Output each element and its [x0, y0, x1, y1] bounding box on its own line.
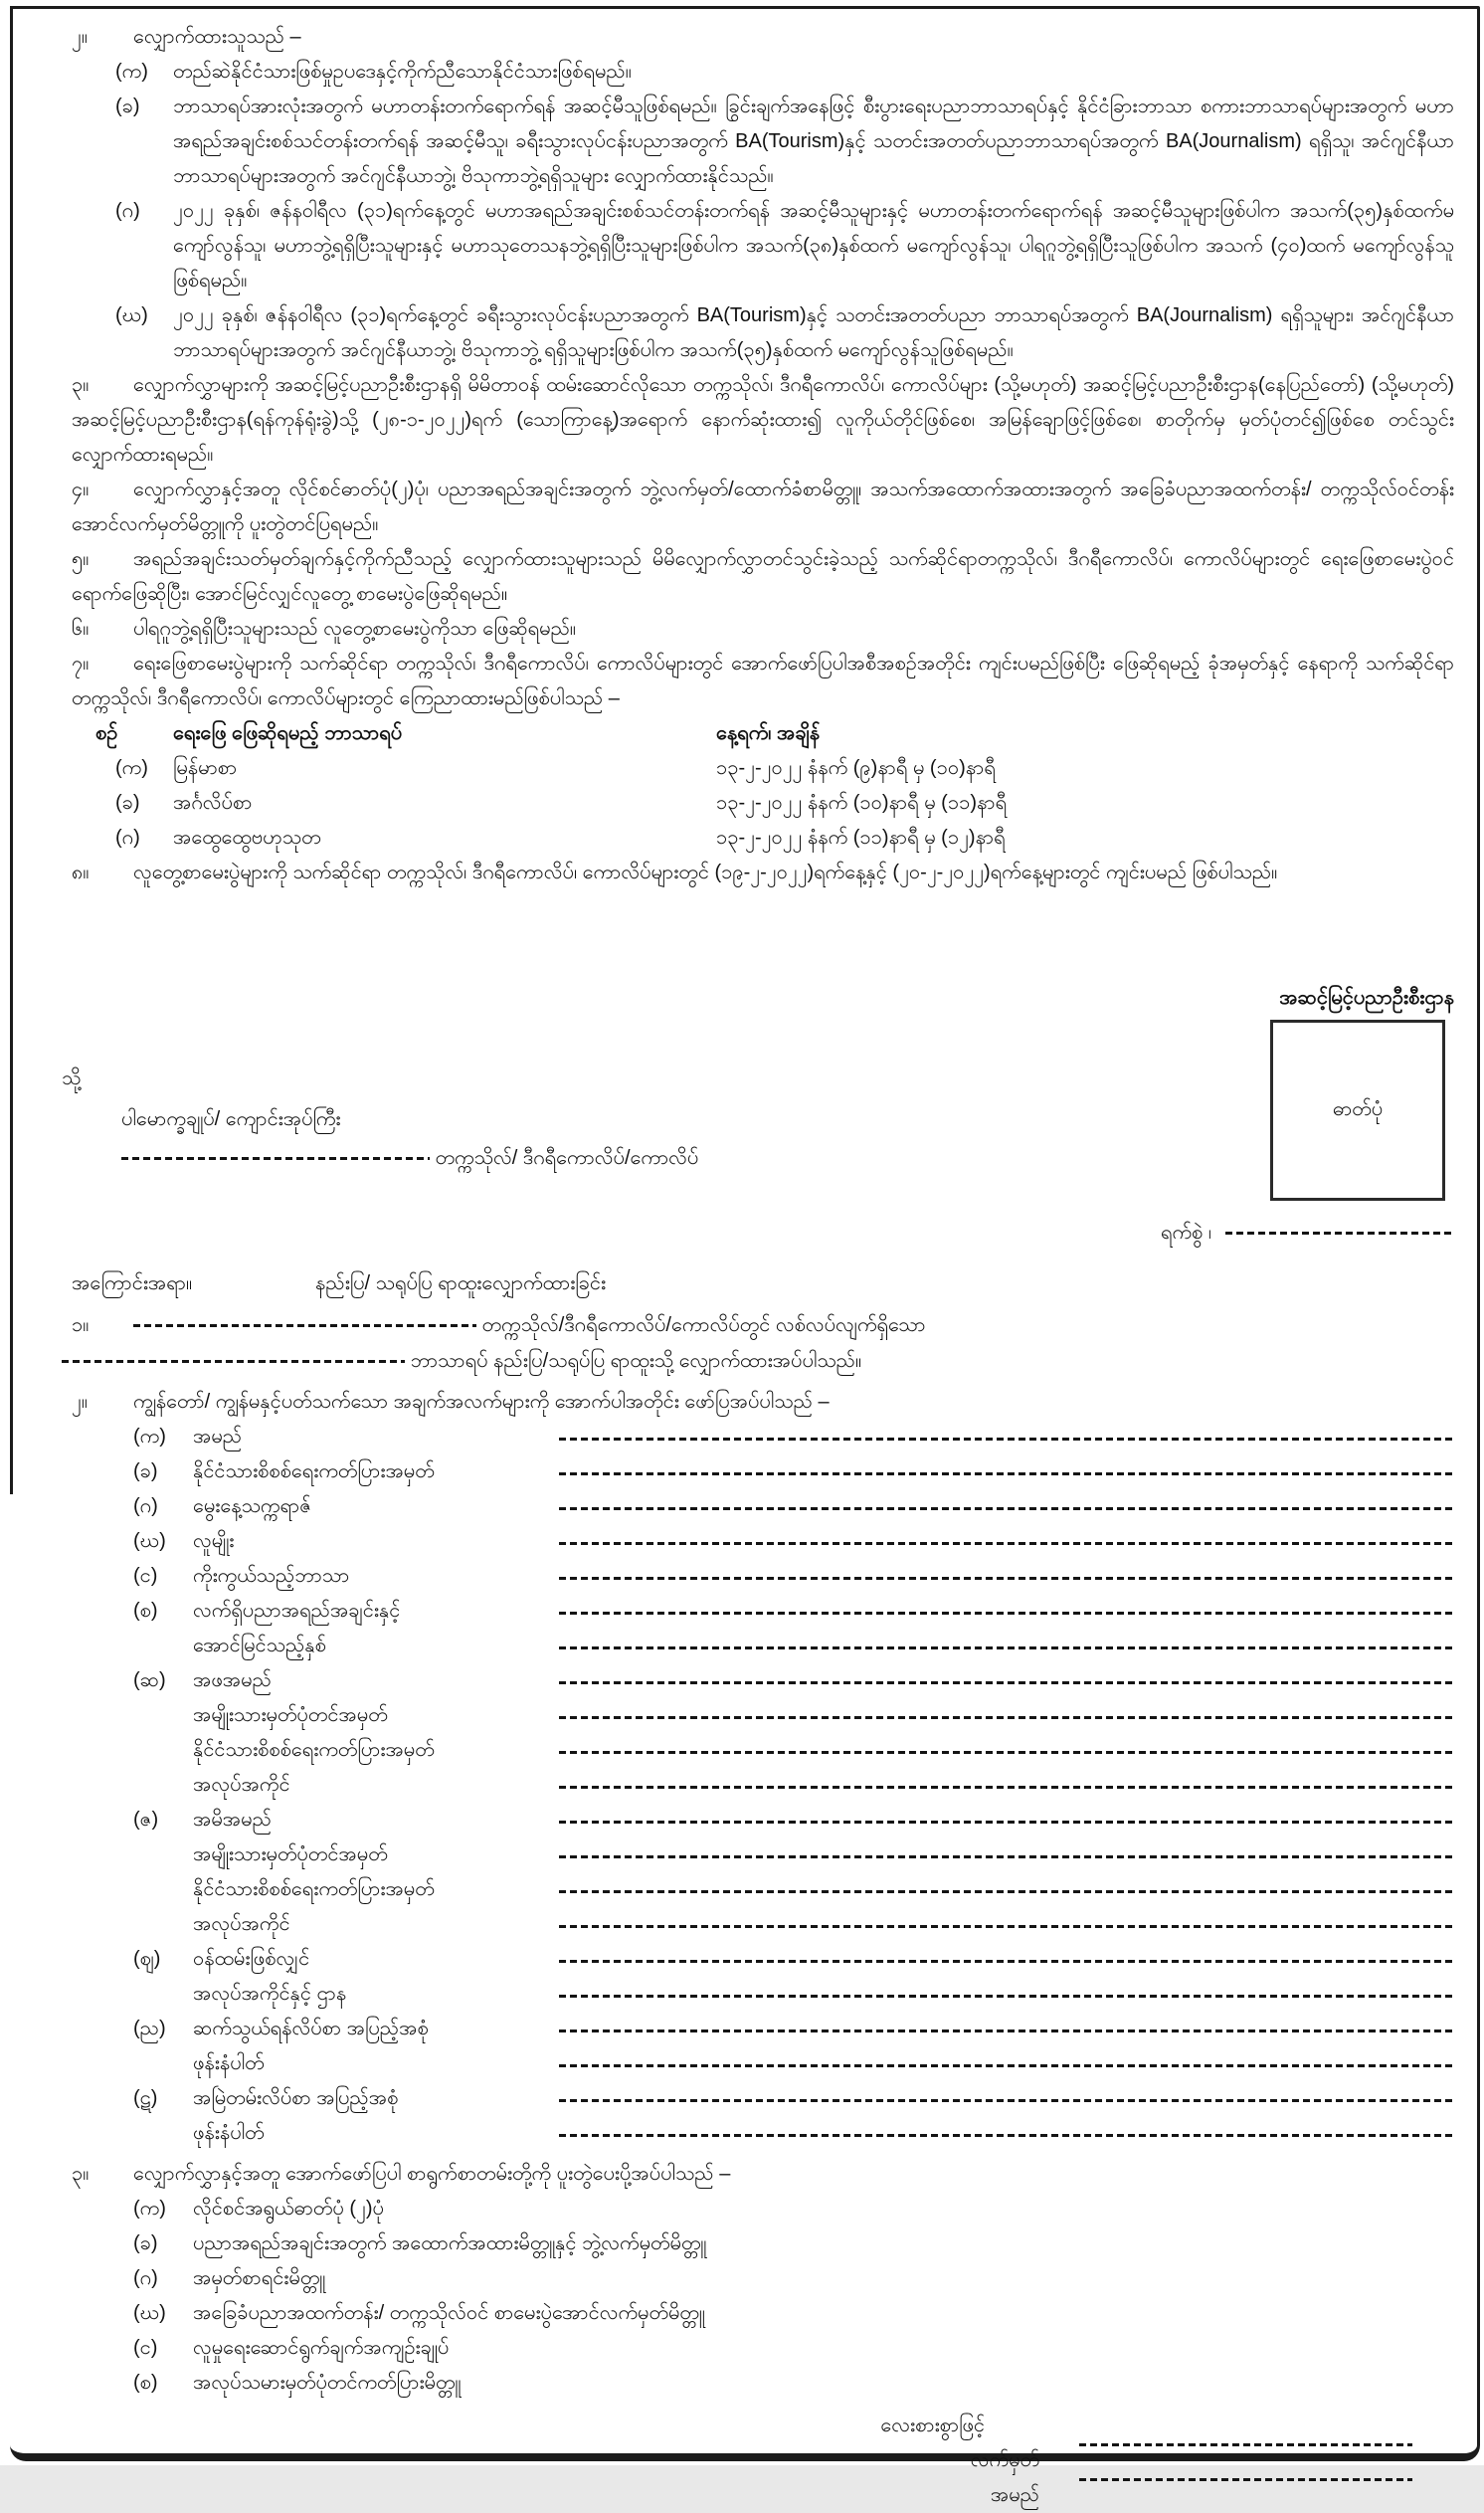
numbered-paragraph [72, 368, 1454, 473]
blank-fill-line [559, 1751, 1454, 1754]
paragraph-text: ရေးဖြေစာမေးပွဲများကို သက်ဆိုင်ရာ တက္ကသိုလ်၊ ဒီဂရီကောလိပ်၊ ကောလိပ်များတွင် အောက်ဖော်ပြပါအစီအစဉ်အတိုင်း ကျင်းပမည်ဖြစ်ပြီး ဖြေဆိုရမည့် ခုံအမှတ်နှင့် နေရာကို သက်ဆိုင်ရာတက္ကသိုလ်၊ ဒီဂရီကောလိပ်၊ ကောလိပ်များတွင် ကြေညာထားမည်ဖြစ်ပါသည် – [72, 653, 1454, 709]
table-row [95, 821, 1454, 856]
attachment-item [72, 2296, 1454, 2331]
form-field-row [72, 2116, 1454, 2151]
item-text: အခြေခံပညာအထက်တန်း/ တက္ကသိုလ်ဝင် စာမေးပွဲအောင်လက်မှတ်မိတ္တူ [193, 2302, 705, 2324]
form-field-row [72, 2046, 1454, 2081]
item-text: လိုင်စင်အရွယ်ဓာတ်ပုံ (၂)ပုံ [193, 2198, 384, 2220]
eligibility-clauses [72, 55, 1454, 368]
clause-item [72, 55, 1454, 90]
address-recipient: ပါမောက္ခချုပ်/ ကျောင်းအုပ်ကြီး [121, 1108, 341, 1130]
blank-fill-line [559, 2134, 1454, 2137]
paragraph-number: ၃။ [72, 2163, 90, 2185]
field-label: (ည) [133, 2018, 166, 2039]
column-header-no: စဉ် [95, 722, 118, 744]
paragraph-number: ၃။ [72, 374, 90, 396]
paragraph-number: ၇။ [72, 653, 90, 675]
field-name: လက်ရှိပညာအရည်အချင်းနှင့် [193, 1600, 401, 1622]
field-name: ဖုန်းနံပါတ် [193, 2122, 265, 2144]
item-text: လူမှုရေးဆောင်ရွက်ချက်အကျဉ်းချုပ် [193, 2337, 450, 2359]
blank-fill-line [559, 1507, 1454, 1510]
application-paragraph-2 [72, 1385, 1454, 1420]
field-name: နိုင်ငံသားစိစစ်ရေးကတ်ပြားအမှတ် [193, 1739, 435, 1761]
blank-fill-line [559, 1995, 1454, 1998]
name-label: အမည် [990, 2484, 1039, 2506]
numbered-paragraph [72, 612, 1454, 647]
row-subject: အင်္ဂလိပ်စာ [173, 792, 253, 814]
table-row [95, 751, 1454, 786]
application-paragraph-1-line-2 [62, 1343, 1454, 1379]
attachment-item [72, 2261, 1454, 2296]
row-label: (က) [115, 757, 148, 779]
field-label [133, 1698, 193, 1733]
paragraph-text: လျှောက်လွှာနှင့်အတူ အောက်ဖော်ပြပါ စာရွက်စာတမ်းတို့ကို ပူးတွဲပေးပို့အပ်ပါသည် – [133, 2163, 731, 2185]
row-datetime: ၁၃-၂-၂၀၂၂ နံနက် (၉)နာရီ မှ (၁၀)နာရီ [716, 757, 996, 779]
document-content [62, 20, 1454, 2513]
paragraph-text: အရည်အချင်းသတ်မှတ်ချက်နှင့်ကိုက်ညီသည့် လျှောက်ထားသူများသည် မိမိလျှောက်လွှာတင်သွင်းခဲ့သည့် သက်ဆိုင်ရာတက္ကသိုလ်၊ ဒီဂရီကောလိပ်၊ ကောလိပ်များတွင် ရေးဖြေစာမေးပွဲဝင်ရောက်ဖြေဆိုပြီး၊ အောင်မြင်လျှင်လူတွေ့ စာမေးပွဲဖြေဆိုရမည်။ [72, 548, 1454, 605]
field-label: (ခ) [133, 1460, 158, 1482]
date-label: ရက်စွဲ ၊ [1160, 1222, 1211, 1244]
row-label: (ဂ) [115, 827, 140, 849]
address-institution-line [121, 1141, 1454, 1176]
field-label [133, 1872, 193, 1907]
item-label: (င) [133, 2337, 158, 2359]
form-field-row [72, 1768, 1454, 1803]
department-signature: အဆင့်မြင့်ပညာဦးစီးဌာန [1279, 987, 1454, 1009]
paragraph-text: ဘာသာရပ် နည်းပြ/သရုပ်ပြ ရာထူးသို့ လျှောက်ထားအပ်ပါသည်။ [410, 1350, 862, 1372]
numbered-paragraphs [72, 368, 1454, 716]
paragraph-number: ၂။ [72, 1391, 88, 1413]
item-label: (ဂ) [133, 2267, 158, 2289]
field-name: အမြဲတမ်းလိပ်စာ အပြည့်အစုံ [193, 2087, 399, 2109]
form-field-row [72, 1524, 1454, 1559]
form-field-row [72, 1489, 1454, 1524]
clause-label: (ခ) [115, 96, 140, 117]
paragraph-text: လျှောက်လွှာနှင့်အတူ လိုင်စင်ဓာတ်ပုံ(၂)ပုံ၊ ပညာအရည်အချင်းအတွက် ဘွဲ့လက်မှတ်/ထောက်ခံစာမိတ္တူ၊ အသက်အထောက်အထားအတွက် အခြေခံပညာအထက်တန်း/ တက္ကသိုလ်ဝင်တန်းအောင်လက်မှတ်မိတ္တူကို ပူးတွဲတင်ပြရမည်။ [72, 479, 1454, 535]
page-border-left [10, 6, 13, 1494]
field-label: (စ) [133, 1600, 158, 1622]
row-subject: အထွေထွေဗဟုသုတ [173, 827, 321, 849]
form-field-row [72, 1559, 1454, 1594]
field-name: အမျိုးသားမှတ်ပုံတင်အမှတ် [193, 1843, 388, 1865]
subject-text: နည်းပြ/ သရုပ်ပြ ရာထူးလျှောက်ထားခြင်း [315, 1272, 607, 1294]
photo-box-label: ဓာတ်ပုံ [1332, 1098, 1384, 1120]
application-paragraph-1-line-1 [72, 1307, 1454, 1343]
paragraph-text: တက္ကသိုလ်/ဒီဂရီကောလိပ်/ကောလိပ်တွင် လစ်လပ်လျက်ရှိသော [481, 1314, 926, 1336]
exam-schedule-table [95, 716, 1454, 856]
application-paragraph-3 [72, 2157, 1454, 2192]
date-line [72, 1216, 1454, 1251]
blank-line [121, 1157, 430, 1160]
field-label [133, 1629, 193, 1663]
field-name: ဆက်သွယ်ရန်လိပ်စာ အပြည့်အစုံ [193, 2018, 429, 2039]
field-name: အလုပ်အကိုင် [193, 1774, 290, 1796]
blank-fill-line [559, 1890, 1454, 1893]
personal-details-form [72, 1420, 1454, 2151]
table-header-row [95, 716, 1454, 751]
blank-fill-line [559, 1855, 1454, 1858]
announcement-section [72, 20, 1454, 967]
form-field-row [72, 1594, 1454, 1629]
field-name: အဖအမည် [193, 1669, 272, 1691]
form-field-row [72, 1420, 1454, 1454]
blank-fill-line [559, 1681, 1454, 1684]
clause-item [72, 194, 1454, 298]
form-field-row [72, 1907, 1454, 1942]
field-name: အလုပ်အကိုင် [193, 1913, 290, 1935]
paragraph-2-intro [72, 20, 1454, 55]
field-name: ဖုန်းနံပါတ် [193, 2052, 265, 2074]
form-field-row [72, 1837, 1454, 1872]
field-name: မွေးနေ့သက္ကရာဇ် [193, 1495, 312, 1517]
row-datetime: ၁၃-၂-၂၀၂၂ နံနက် (၁၁)နာရီ မှ (၁၂)နာရီ [716, 827, 1006, 849]
field-name: အလုပ်အကိုင်နှင့် ဌာန [193, 1983, 347, 2005]
closing-respect: လေးစားစွာဖြင့် [880, 2415, 985, 2436]
field-name: နိုင်ငံသားစိစစ်ရေးကတ်ပြားအမှတ် [193, 1460, 435, 1482]
attachment-item [72, 2226, 1454, 2261]
form-field-row [72, 1977, 1454, 2012]
blank-fill-line [559, 1716, 1454, 1719]
field-name: အမည် [193, 1426, 243, 1448]
blank-fill-line [559, 1438, 1454, 1441]
item-text: အမှတ်စာရင်းမိတ္တူ [193, 2267, 326, 2289]
blank-line [1079, 2443, 1412, 2446]
blank-fill-line [559, 1925, 1454, 1928]
blank-fill-line [559, 2099, 1454, 2102]
clause-label: (က) [115, 61, 148, 83]
form-field-row [72, 2081, 1454, 2116]
paragraph-number: ၂။ [72, 26, 88, 48]
paragraph-text: ကျွန်တော်/ ကျွန်မနှင့်ပတ်သက်သော အချက်အလက်များကို အောက်ပါအတိုင်း ဖော်ပြအပ်ပါသည် – [133, 1391, 830, 1413]
attachment-item [72, 2192, 1454, 2226]
field-label: (ဃ) [133, 1530, 166, 1552]
field-name: အောင်မြင်သည့်နှစ် [193, 1635, 326, 1656]
form-field-row [72, 1698, 1454, 1733]
subject-label: အကြောင်းအရာ။ [72, 1272, 193, 1294]
form-field-row [72, 1663, 1454, 1698]
blank-fill-line [559, 1542, 1454, 1545]
clause-text: ၂၀၂၂ ခုနှစ်၊ ဇန်နဝါရီလ (၃၁)ရက်နေ့တွင် ခရီးသွားလုပ်ငန်းပညာအတွက် BA(Tourism)နှင့် သတင်းအတတ်ပညာ ဘာသာရပ်အတွက် BA(Journalism) ရရှိသူများ၊ အင်ဂျင်နီယာဘာသာရပ်များအတွက် အင်ဂျင်နီယာဘွဲ့၊ ဗိသုကာဘွဲ့ ရရှိသူများဖြစ်ပါက အသက်(၃၅)နှစ်ထက် မကျော်လွန်သူဖြစ်ရမည်။ [173, 304, 1454, 361]
row-datetime: ၁၃-၂-၂၀၂၂ နံနက် (၁၀)နာရီ မှ (၁၁)နာရီ [716, 792, 1008, 814]
table-row [95, 786, 1454, 821]
field-label [133, 1977, 193, 2012]
clause-label: (ဂ) [115, 200, 140, 222]
form-field-row [72, 1629, 1454, 1663]
field-label: (ဋ) [133, 2087, 158, 2109]
field-label: (ဈ) [133, 1948, 161, 1970]
attachment-list [72, 2192, 1454, 2401]
table-body [95, 751, 1454, 856]
paragraph-number: ၈။ [72, 862, 90, 883]
numbered-paragraph [72, 473, 1454, 542]
field-label [133, 2116, 193, 2151]
form-field-row [72, 1872, 1454, 1907]
field-name: နိုင်ငံသားစိစစ်ရေးကတ်ပြားအမှတ် [193, 1878, 435, 1900]
field-label [133, 1837, 193, 1872]
signature-label: လက်မှတ် [970, 2449, 1039, 2471]
blank-fill-line [559, 1960, 1454, 1963]
field-label [133, 1733, 193, 1768]
clause-text: တည်ဆဲနိုင်ငံသားဖြစ်မှုဥပဒေနှင့်ကိုက်ညီသောနိုင်ငံသားဖြစ်ရမည်။ [173, 61, 632, 83]
item-text: ပညာအရည်အချင်းအတွက် အထောက်အထားမိတ္တူနှင့် ဘွဲ့လက်မှတ်မိတ္တူ [193, 2232, 707, 2254]
name-row [72, 2478, 1454, 2513]
field-label: (ဆ) [133, 1669, 166, 1691]
row-subject: မြန်မာစာ [173, 757, 238, 779]
numbered-paragraph [72, 647, 1454, 716]
blank-fill-line [559, 1577, 1454, 1580]
field-label: (ဇ) [133, 1809, 159, 1831]
column-header-datetime: နေ့ရက်၊ အချိန် [716, 722, 821, 744]
paragraph-text: လျှောက်ထားသူသည် – [133, 26, 301, 48]
field-label: (က) [133, 1426, 166, 1448]
clause-label: (ဃ) [115, 304, 148, 326]
clause-text: ဘာသာရပ်အားလုံးအတွက် မဟာတန်းတက်ရောက်ရန် အဆင့်မီသူဖြစ်ရမည်။ ခြွင်းချက်အနေဖြင့် စီးပွားရေးပညာဘာသာရပ်နှင့် နိုင်ငံခြားဘာသာ စကားဘာသာရပ်များအတွက် မဟာအရည်အချင်းစစ်သင်တန်းတက်ရန် အဆင့်မီသူ၊ ခရီးသွားလုပ်ငန်းပညာအတွက် BA(Tourism)နှင့် သတင်းအတတ်ပညာဘာသာရပ်အတွက် BA(Journalism) ရရှိသူ၊ အင်ဂျင်နီယာဘာသာရပ်များအတွက် အင်ဂျင်နီယာဘွဲ့၊ ဗိသုကာဘွဲ့ရရှိသူများ လျှောက်ထားနိုင်သည်။ [173, 96, 1454, 187]
item-label: (က) [133, 2198, 166, 2220]
blank-fill-line [559, 2064, 1454, 2067]
blank-line [62, 1360, 405, 1363]
paragraph-text: လျှောက်လွှာများကို အဆင့်မြင့်ပညာဦးစီးဌာနရှိ မိမိတာဝန် ထမ်းဆောင်လိုသော တက္ကသိုလ်၊ ဒီဂရီကောလိပ်၊ ကောလိပ်များ (သို့မဟုတ်) အဆင့်မြင့်ပညာဦးစီးဌာန(နေပြည်တော်) (သို့မဟုတ်) အဆင့်မြင့်ပညာဦးစီးဌာန(ရန်ကုန်ရုံးခွဲ)သို့ (၂၈-၁-၂၀၂၂)ရက် (သောကြာနေ့)အရောက် နောက်ဆုံးထား၍ လူကိုယ်တိုင်ဖြစ်စေ၊ အမြန်ချောဖြင့်ဖြစ်စေ၊ စာတိုက်မှ မှတ်ပုံတင်၍ဖြစ်စေ တင်သွင်း လျှောက်ထားရမည်။ [72, 374, 1454, 466]
clause-item [72, 298, 1454, 368]
paragraph-number: ၁။ [72, 1314, 90, 1336]
paragraph-text: လူတွေ့စာမေးပွဲများကို သက်ဆိုင်ရာ တက္ကသိုလ်၊ ဒီဂရီကောလိပ်၊ ကောလိပ်များတွင် (၁၉-၂-၂၀၂၂)ရက်နေ့နှင့် (၂၀-၂-၂၀၂၂)ရက်နေ့များတွင် ကျင်းပမည် ဖြစ်ပါသည်။ [133, 862, 1278, 883]
clause-item [72, 90, 1454, 194]
blank-fill-line [559, 1472, 1454, 1475]
field-label [133, 2046, 193, 2081]
field-name: ကိုးကွယ်သည့်ဘာသာ [193, 1565, 350, 1587]
blank-fill-line [559, 1612, 1454, 1615]
attachment-item [72, 2331, 1454, 2366]
form-field-row [72, 1733, 1454, 1768]
blank-fill-line [559, 1646, 1454, 1649]
paragraph-number: ၄။ [72, 479, 90, 500]
item-label: (ဃ) [133, 2302, 166, 2324]
blank-line [1225, 1232, 1454, 1235]
signature-row [72, 2443, 1454, 2478]
blank-line [133, 1324, 476, 1327]
field-name: အမိအမည် [193, 1809, 272, 1831]
blank-line [1079, 2478, 1412, 2481]
field-label: (င) [133, 1565, 158, 1587]
blank-fill-line [559, 1821, 1454, 1824]
column-header-subject: ရေးဖြေ ဖြေဆိုရမည့် ဘာသာရပ် [173, 722, 403, 744]
form-field-row [72, 1942, 1454, 1977]
blank-fill-line [559, 2030, 1454, 2032]
form-field-row [72, 2012, 1454, 2046]
form-field-row [72, 1803, 1454, 1837]
numbered-paragraph [72, 542, 1454, 612]
item-label: (ခ) [133, 2232, 158, 2254]
paragraph-text: ပါရဂူဘွဲ့ရရှိပြီးသူများသည် လူတွေ့စာမေးပွဲကိုသာ ဖြေဆိုရမည်။ [133, 618, 576, 640]
field-label [133, 1768, 193, 1803]
clause-text: ၂၀၂၂ ခုနှစ်၊ ဇန်နဝါရီလ (၃၁)ရက်နေ့တွင် မဟာအရည်အချင်းစစ်သင်တန်းတက်ရန် အဆင့်မီသူများနှင့် မဟာတန်းတက်ရောက်ရန် အဆင့်မီသူများဖြစ်ပါက အသက်(၃၅)နှစ်ထက်မကျော်လွန်သူ၊ မဟာဘွဲ့ရရှိပြီးသူများနှင့် မဟာသုတေသနဘွဲ့ရရှိပြီးသူများဖြစ်ပါက အသက်(၃၈)နှစ်ထက် မကျော်လွန်သူ၊ ပါရဂူဘွဲ့ရရှိပြီးသူဖြစ်ပါက အသက် (၄၀)ထက် မကျော်လွန်သူဖြစ်ရမည်။ [173, 200, 1454, 291]
paragraph-number: ၅။ [72, 548, 90, 570]
address-to-label: သို့ [62, 1067, 82, 1089]
item-label: (စ) [133, 2372, 158, 2394]
field-label [133, 1907, 193, 1942]
photo-box [1270, 1020, 1445, 1201]
form-field-row [72, 1454, 1454, 1489]
row-label: (ခ) [115, 792, 140, 814]
attachment-item [72, 2366, 1454, 2401]
field-name: အမျိုးသားမှတ်ပုံတင်အမှတ် [193, 1704, 388, 1726]
blank-fill-line [559, 1786, 1454, 1789]
subject-line [72, 1266, 1454, 1301]
item-text: အလုပ်သမားမှတ်ပုံတင်ကတ်ပြားမိတ္တူ [193, 2372, 462, 2394]
paragraph-8 [72, 856, 1454, 890]
field-name: လူမျိုး [193, 1530, 235, 1552]
paragraph-number: ၆။ [72, 618, 90, 640]
field-label: (ဂ) [133, 1495, 158, 1517]
field-name: ဝန်ထမ်းဖြစ်လျှင် [193, 1948, 310, 1970]
institution-text: တက္ကသိုလ်/ ဒီဂရီကောလိပ်/ကောလိပ် [435, 1147, 699, 1169]
